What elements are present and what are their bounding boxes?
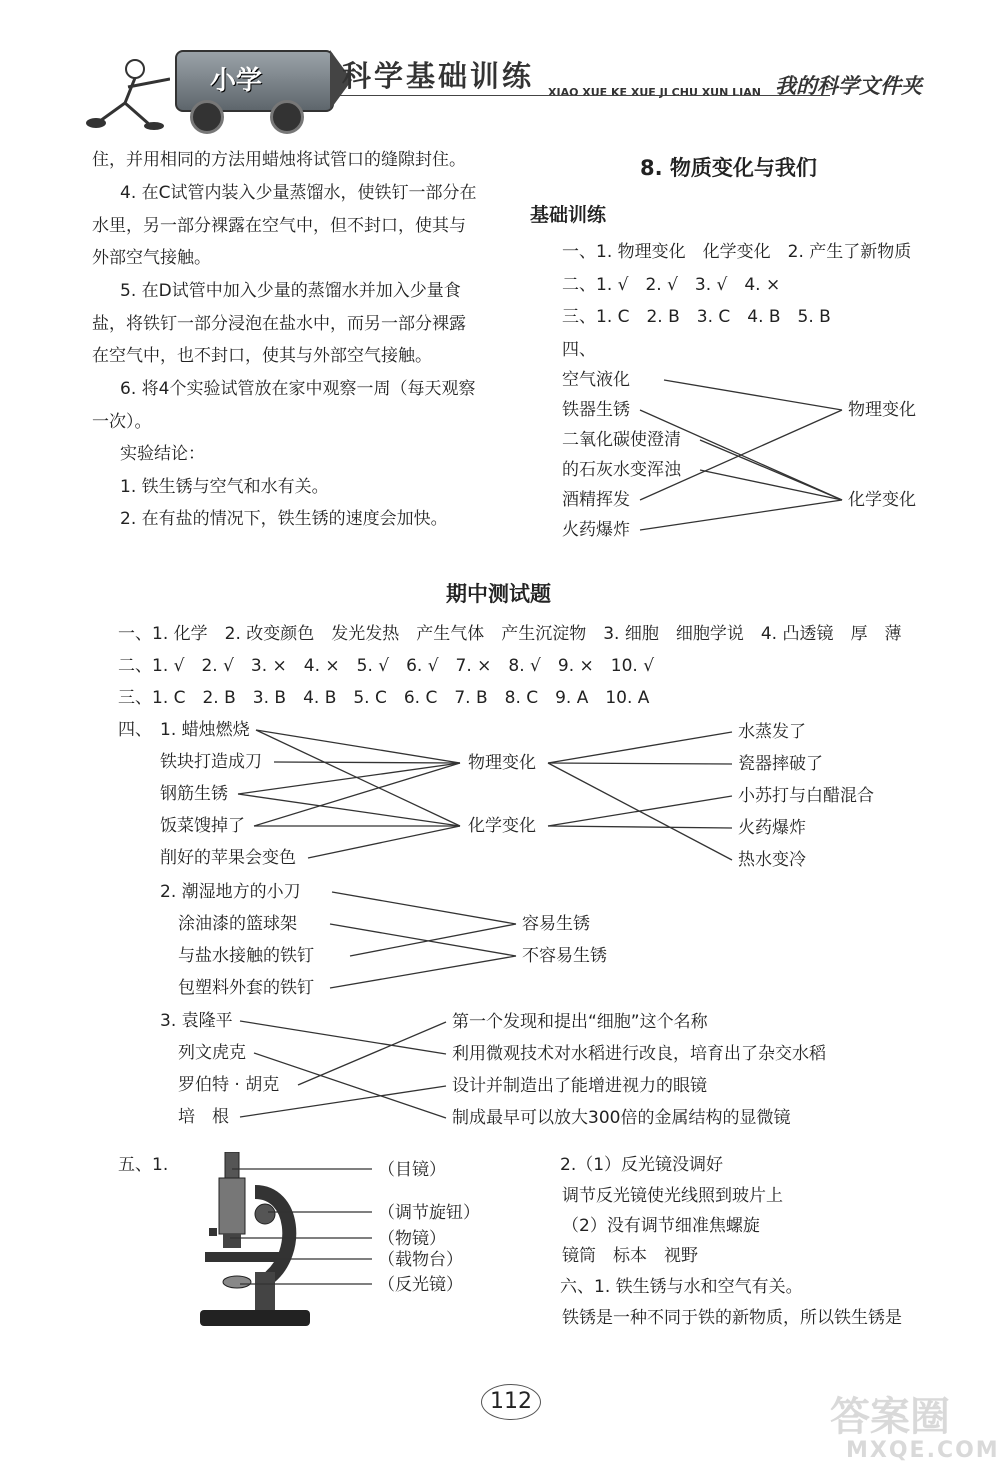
match-left-item: 空气液化 (562, 370, 630, 390)
answer-line: 镜筒 标本 视野 (562, 1246, 698, 1266)
match-right-item: 设计并制造出了能增进视力的眼镜 (452, 1076, 707, 1096)
match-left-item: 削好的苹果会变色 (160, 848, 296, 868)
match-left-item: 钢筋生锈 (160, 784, 228, 804)
section-title: 8. 物质变化与我们 (640, 156, 817, 180)
match-left-item: 列文虎克 (178, 1043, 246, 1063)
text-line: 5. 在D试管中加入少量的蒸馏水并加入少量食 (120, 281, 461, 301)
answer-line: 六、1. 铁生锈与水和空气有关。 (560, 1277, 803, 1297)
microscope-label: （载物台） (378, 1250, 463, 1270)
section-title: 期中测试题 (446, 582, 551, 606)
section-subtitle: 基础训练 (530, 204, 607, 226)
watermark-logo: 答案圈 (830, 1394, 950, 1440)
text-line: 外部空气接触。 (92, 248, 211, 268)
match-right-item: 第一个发现和提出“细胞”这个名称 (452, 1012, 708, 1032)
match-left-item: 培 根 (178, 1107, 229, 1127)
microscope-label: （反光镜） (378, 1275, 463, 1295)
answer-prefix: 四、 (118, 720, 152, 740)
answer-line: 三、1. C 2. B 3. C 4. B 5. B (562, 307, 831, 327)
text-line: 一次）。 (92, 412, 152, 432)
text-line: 水里，另一部分裸露在空气中，但不封口，使其与 (92, 216, 466, 236)
text-line: 2. 在有盐的情况下，铁生锈的速度会加快。 (120, 509, 448, 529)
watermark-url: MXQE.COM (846, 1438, 1000, 1463)
match-left-item: 2. 潮湿地方的小刀 (160, 882, 301, 902)
match-left-item: 与盐水接触的铁钉 (178, 946, 314, 966)
answer-line: 二、1. √ 2. √ 3. × 4. × 5. √ 6. √ 7. × 8. √ 9. × 10. √ (118, 656, 655, 676)
match-mid-item: 物理变化 (468, 753, 536, 773)
match-left-item: 罗伯特 · 胡克 (178, 1075, 280, 1095)
match-right-item: 利用微观技术对水稻进行改良，培育出了杂交水稻 (452, 1044, 826, 1064)
match-right-item: 瓷器摔破了 (738, 754, 823, 774)
header-right-label: 我的科学文件夹 (775, 73, 922, 98)
answer-line: 调节反光镜使光线照到玻片上 (562, 1186, 783, 1206)
answer-prefix: 五、1. (118, 1155, 169, 1175)
microscope-label: （目镜） (378, 1160, 446, 1180)
match-left-item: 涂油漆的篮球架 (178, 914, 297, 934)
match-left-item: 1. 蜡烛燃烧 (160, 720, 250, 740)
match-right-item: 容易生锈 (522, 914, 590, 934)
answer-line: 二、1. √ 2. √ 3. √ 4. × (562, 275, 781, 295)
match-left-item: 包塑料外套的铁钉 (178, 978, 314, 998)
header-title: 科学基础训练 (342, 59, 535, 93)
match-right-item: 不容易生锈 (522, 946, 607, 966)
match-right-item: 制成最早可以放大300倍的金属结构的显微镜 (452, 1108, 791, 1128)
match-left-item: 饭菜馊掉了 (160, 816, 245, 836)
header-band-label: 小学 (210, 66, 263, 96)
match-left-item: 酒精挥发 (562, 490, 630, 510)
match-right-item: 物理变化 (848, 400, 916, 420)
text-line: 盐，将铁钉一部分浸泡在盐水中，而另一部分裸露 (92, 314, 466, 334)
match-right-item: 水蒸发了 (738, 722, 806, 742)
match-left-item: 铁块打造成刀 (160, 752, 262, 772)
answer-line: 三、1. C 2. B 3. B 4. B 5. C 6. C 7. B 8. C 9. A 10. A (118, 688, 650, 708)
microscope-label: （调节旋钮） (378, 1203, 480, 1223)
text-line: 住，并用相同的方法用蜡烛将试管口的缝隙封住。 (92, 150, 466, 170)
microscope-label: （物镜） (378, 1229, 446, 1249)
answer-line: 一、1. 物理变化 化学变化 2. 产生了新物质 (562, 242, 912, 262)
page-number: 112 (481, 1384, 541, 1420)
text-line: 实验结论： (120, 444, 205, 464)
text-line: 4. 在C试管内装入少量蒸馏水，使铁钉一部分在 (120, 183, 477, 203)
answer-line: （2）没有调节细准焦螺旋 (562, 1216, 760, 1236)
text-line: 6. 将4个实验试管放在家中观察一周（每天观察 (120, 379, 476, 399)
match-right-item: 火药爆炸 (738, 818, 806, 838)
match-left-item: 3. 袁隆平 (160, 1011, 233, 1031)
header-pinyin: XIAO XUE KE XUE JI CHU XUN LIAN (548, 86, 761, 99)
text-line: 在空气中，也不封口，使其与外部空气接触。 (92, 346, 432, 366)
answer-line: 铁锈是一种不同于铁的新物质，所以铁生锈是 (562, 1308, 902, 1328)
answer-line: 四、 (562, 340, 596, 360)
match-mid-item: 化学变化 (468, 816, 536, 836)
match-right-item: 化学变化 (848, 490, 916, 510)
match-right-item: 热水变冷 (738, 850, 806, 870)
match-left-item: 铁器生锈 (562, 400, 630, 420)
match-left-item: 火药爆炸 (562, 520, 630, 540)
match-left-item: 的石灰水变浑浊 (562, 460, 681, 480)
match-right-item: 小苏打与白醋混合 (738, 786, 874, 806)
answer-line: 2.（1）反光镜没调好 (560, 1155, 724, 1175)
text-line: 1. 铁生锈与空气和水有关。 (120, 477, 329, 497)
answer-line: 一、1. 化学 2. 改变颜色 发光发热 产生气体 产生沉淀物 3. 细胞 细胞学说 4. 凸透镜 厚 薄 (118, 624, 902, 644)
match-left-item: 二氧化碳使澄清 (562, 430, 681, 450)
